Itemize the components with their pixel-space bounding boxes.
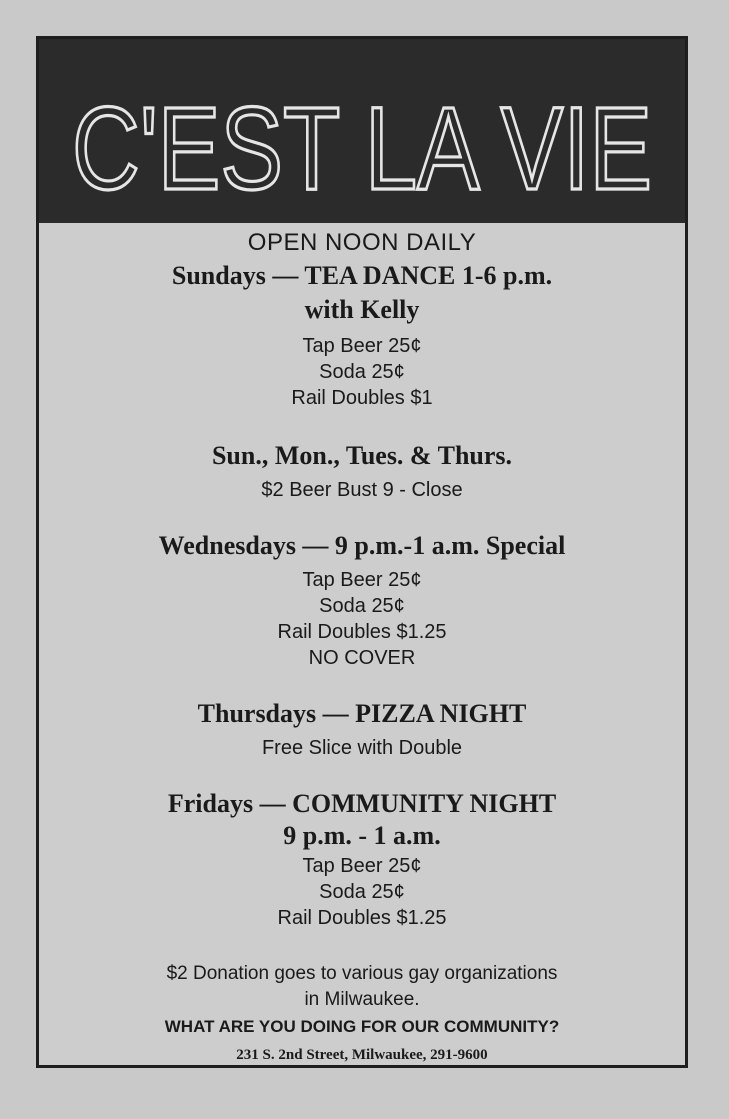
beer-bust-detail: $2 Beer Bust 9 - Close [261, 479, 463, 501]
sunday-item: Tap Beer 25¢ [302, 335, 422, 357]
title-logo [39, 39, 685, 223]
title-banner [39, 39, 685, 223]
wednesday-item: NO COVER [308, 647, 416, 669]
advertisement [36, 36, 688, 1068]
banner-title: C'EST LA VIE [72, 83, 652, 215]
thursday-detail: Free Slice with Double [261, 737, 463, 759]
hours-line: OPEN NOON DAILY [247, 229, 477, 256]
friday-item: Tap Beer 25¢ [302, 855, 422, 877]
wednesday-item: Rail Doubles $1.25 [277, 621, 447, 643]
friday-heading: Fridays — COMMUNITY NIGHT [167, 789, 557, 818]
friday-item: Rail Doubles $1.25 [277, 907, 447, 929]
beer-bust-heading: Sun., Mon., Tues. & Thurs. [211, 441, 513, 470]
friday-subheading: 9 p.m. - 1 a.m. [283, 821, 441, 850]
community-call-to-action: WHAT ARE YOU DOING FOR OUR COMMUNITY? [164, 1017, 560, 1036]
sunday-subheading: with Kelly [304, 295, 420, 324]
donation-line: in Milwaukee. [304, 989, 420, 1010]
sunday-item: Rail Doubles $1 [291, 387, 433, 409]
address-line: 231 S. 2nd Street, Milwaukee, 291-9600 [236, 1047, 488, 1063]
sunday-heading: Sundays — TEA DANCE 1-6 p.m. [171, 261, 553, 290]
wednesday-item: Tap Beer 25¢ [302, 569, 422, 591]
wednesday-item: Soda 25¢ [319, 595, 405, 617]
wednesday-heading: Wednesdays — 9 p.m.-1 a.m. Special [158, 531, 566, 560]
thursday-heading: Thursdays — PIZZA NIGHT [197, 699, 527, 728]
donation-line: $2 Donation goes to various gay organizations [166, 963, 558, 984]
friday-item: Soda 25¢ [319, 881, 405, 903]
sunday-item: Soda 25¢ [319, 361, 405, 383]
